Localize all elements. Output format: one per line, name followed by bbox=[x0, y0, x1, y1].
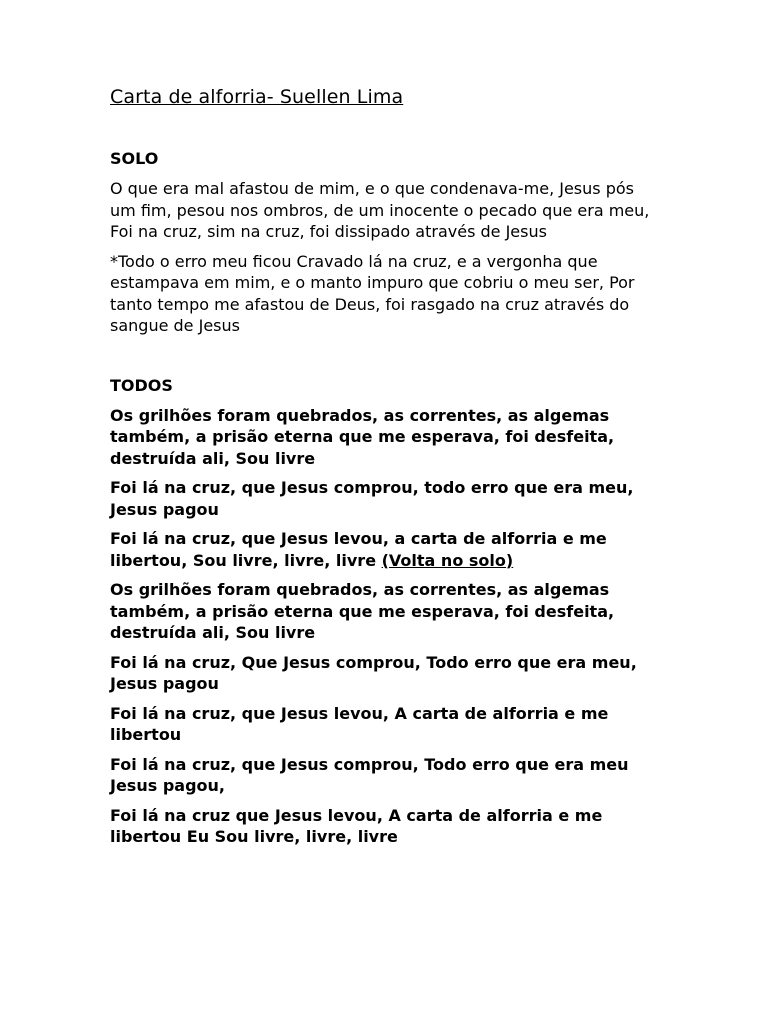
solo-paragraph-1: O que era mal afastou de mim, e o que condenava-me, Jesus pós um fim, pesou nos ombros, de um inocente o pecado que era meu, Foi na cruz, sim na cruz, foi dissipado através de Jesus bbox=[110, 179, 650, 241]
section-spacer bbox=[110, 345, 650, 375]
todos-paragraph-1: Os grilhões foram quebrados, as correntes, as algemas também, a prisão eterna que me esperava, foi desfeita, destruída ali, Sou livre bbox=[110, 405, 615, 468]
todos-paragraph-3-text: Foi lá na cruz, que Jesus levou, a carta de alforria e me libertou, Sou livre, livre, livre bbox=[110, 529, 607, 570]
todos-paragraph-7: Foi lá na cruz, que Jesus comprou, Todo erro que era meu Jesus pagou, bbox=[110, 754, 629, 795]
solo-heading: SOLO bbox=[110, 149, 159, 168]
todos-paragraph-5: Foi lá na cruz, Que Jesus comprou, Todo erro que era meu, Jesus pagou bbox=[110, 652, 637, 693]
todos-paragraph-8: Foi lá na cruz que Jesus levou, A carta de alforria e me libertou Eu Sou livre, livre, livre bbox=[110, 805, 603, 846]
todos-paragraph-4: Os grilhões foram quebrados, as correntes, as algemas também, a prisão eterna que me esperava, foi desfeita, destruída ali, Sou livre bbox=[110, 580, 615, 642]
solo-paragraph-2: *Todo o erro meu ficou Cravado lá na cruz, e a vergonha que estampava em mim, e o manto impuro que cobriu o meu ser, Por tanto tempo me afastou de Deus, foi rasgado na cruz através do sangue de Jesus bbox=[110, 251, 635, 335]
solo-return-note: (Volta no solo) bbox=[381, 550, 514, 570]
todos-heading: TODOS bbox=[110, 375, 173, 395]
document-title: Carta de alforria- Suellen Lima bbox=[110, 86, 404, 108]
todos-paragraph-6: Foi lá na cruz, que Jesus levou, A carta de alforria e me libertou bbox=[110, 703, 609, 744]
document-page bbox=[110, 84, 650, 856]
todos-paragraph-2: Foi lá na cruz, que Jesus comprou, todo erro que era meu, Jesus pagou bbox=[110, 478, 634, 519]
todos-paragraph-3 bbox=[110, 528, 650, 571]
